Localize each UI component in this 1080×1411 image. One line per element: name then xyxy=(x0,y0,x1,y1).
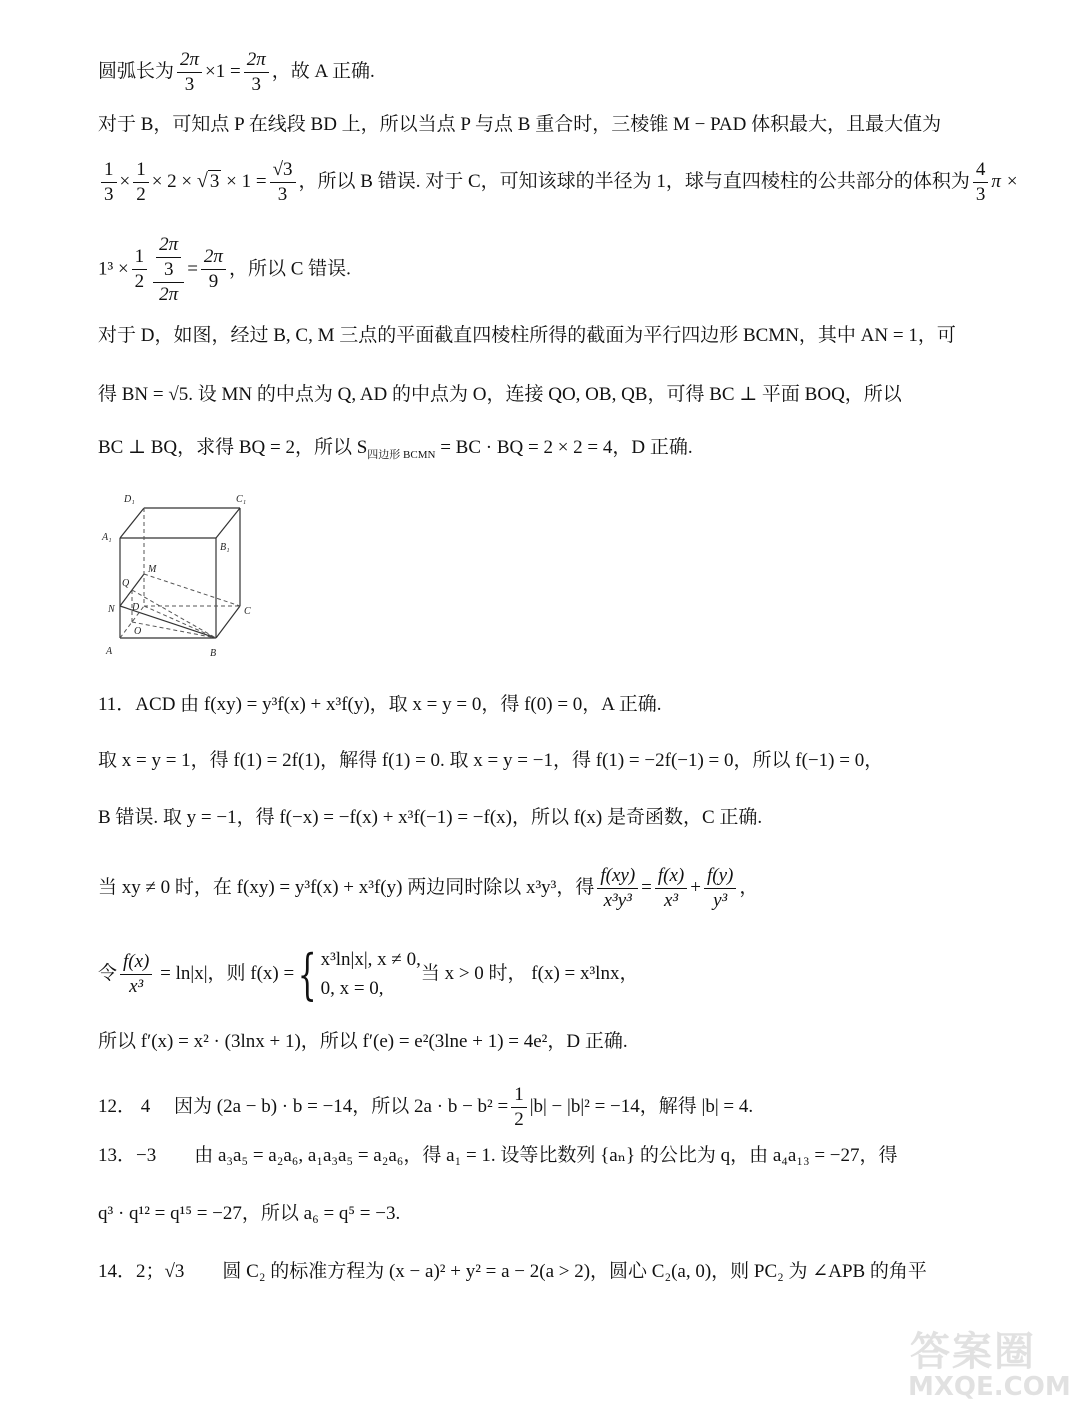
label-d1: D₁ xyxy=(124,494,135,505)
label-o: O xyxy=(134,626,142,637)
label-d: D xyxy=(132,602,140,613)
fraction: $\frac{2\pi}{3}$ xyxy=(177,50,202,95)
answer-13-line2: q³ · q¹² = q¹⁵ = −27，所以 a₆ = q⁵ = −3. xyxy=(98,1203,401,1224)
label-q: Q xyxy=(122,578,130,589)
label-c: C xyxy=(244,606,251,617)
piecewise: { x³ln|x|, x ≠ 0, 0, x = 0, xyxy=(297,942,421,1006)
solution-line-c: 1³ × $\frac{1}{2}$ $\frac{\frac{2\pi}{3}}{2\pi}$ = $\frac{2\pi}{9}$ ，所以 C 错误. xyxy=(98,234,351,305)
solution-line-b: 对于 B，可知点 P 在线段 BD 上，所以当点 P 与点 B 重合时，三棱锥 M − PAD 体积最大，且最大值为 xyxy=(98,114,942,135)
answer-11-line5: 令 $\frac{f(x)}{\text{x³}}$ = ln|x|，则 f(x) = { x³ln|x|, x ≠ 0, 0, x = 0, 当 x > 0 时， f(x) = x³lnx， xyxy=(98,942,639,1006)
solution-line-d: 对于 D，如图，经过 B, C, M 三点的平面截直四棱柱所得的截面为平行四边形 BCMN，其中 AN = 1，可 xyxy=(98,325,956,346)
answer-11-line1: 11．ACD 由 f(xy) = y³f(x) + x³f(y)，取 x = y = 0，得 f(0) = 0，A 正确. xyxy=(98,694,662,715)
solution-line-volume: $\frac{1}{3}$ × $\frac{1}{2}$ × 2 × √ 3 × 1 = $\frac{√3}{3}$ ，所以 B 错误. 对于 C，可知该球的半径为 1，球与直四棱柱的公共部分的体积为 $\frac{4}{3}$ π × xyxy=(98,160,1040,205)
answer-11-line6: 所以 f′(x) = x² · (3lnx + 1)，所以 f′(e) = e²(3lne + 1) = 4e²，D 正确. xyxy=(98,1031,628,1052)
solution-line-d2: 得 BN = √5. 设 MN 的中点为 Q, AD 的中点为 O，连接 QO, OB, QB，可得 BC ⊥ 平面 BOQ，所以 xyxy=(98,384,902,405)
answer-11-line4: 当 xy ≠ 0 时，在 f(xy) = y³f(x) + x³f(y) 两边同时除以 x³y³，得 $\frac{f(xy)}{\text{x³y³}}$ = $\frac{f(x)}{\text{x³}}$ + $\frac{f(y)}{\text{y³}}$ ， xyxy=(98,865,759,911)
answer-13-line1: 13．−3 由 a₃a₅ = a₂a₆, a₁a₃a₅ = a₂a₆，得 a₁ = 1. 设等比数列 {aₙ} 的公比为 q，由 a₄a₁₃ = −27，得 xyxy=(98,1145,898,1166)
solution-line-arc: 圆弧长为 $\frac{2\pi}{3}$ ×1 = $\frac{2\pi}{3}$ ，故 A 正确. xyxy=(98,49,375,95)
answer-14: 14．2；√3 圆 C₂ 的标准方程为 (x − a)² + y² = a − 2(a > 2)，圆心 C₂(a, 0)，则 PC₂ 为 ∠APB 的角平 xyxy=(98,1261,927,1282)
answer-12: 12． 4 因为 (2a − b) · b = −14，所以 2a · b − b² = $\frac{1}{2}$ |b| − |b|² = −14，解得 |b| = 4. xyxy=(98,1084,754,1130)
solution-line-d3: BC ⊥ BQ，求得 BQ = 2，所以 $S_{四边形 BCMN}$ = BC · BQ = 2 × 2 = 4，D 正确. xyxy=(98,437,693,461)
prism-figure xyxy=(98,488,258,663)
label-b1: B₁ xyxy=(220,542,230,553)
answer-11-line2: 取 x = y = 1，得 f(1) = 2f(1)，解得 f(1) = 0. 取 x = y = −1，得 f(1) = −2f(−1) = 0，所以 f(−1) = 0， xyxy=(98,750,884,771)
site-watermark: 答案圈 MXQE.COM xyxy=(908,1329,1071,1402)
label-m: M xyxy=(148,564,157,575)
label-c1: C₁ xyxy=(236,494,247,505)
answer-11-line3: B 错误. 取 y = −1，得 f(−x) = −f(x) + x³f(−1) = −f(x)，所以 f(x) 是奇函数，C 正确. xyxy=(98,807,763,828)
label-a: A xyxy=(106,646,113,657)
label-a1: A₁ xyxy=(102,532,112,543)
fraction: $\frac{2\pi}{3}$ xyxy=(244,50,269,95)
label-n: N xyxy=(108,604,115,615)
label-b: B xyxy=(210,648,217,659)
text: 圆弧长为 xyxy=(98,60,175,82)
